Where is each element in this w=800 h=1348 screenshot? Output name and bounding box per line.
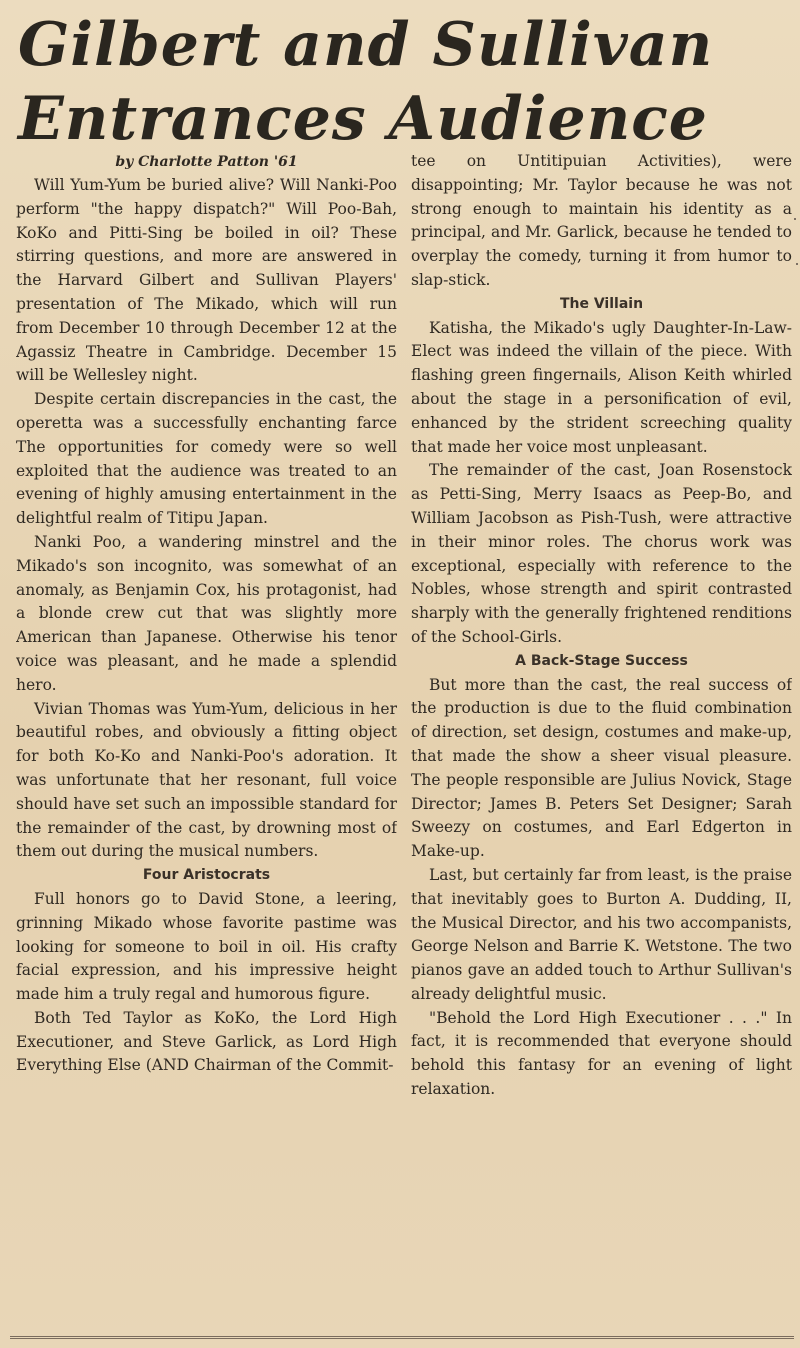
byline: by Charlotte Patton '61 xyxy=(115,154,298,170)
article-columns xyxy=(16,150,792,1330)
article-column-right xyxy=(411,150,792,1330)
article-paragraph: Will Yum-Yum be buried alive? Will Nanki-Poo perform "the happy dispatch?" Will Poo-Bah, KoKo and Pitti-Sing be boiled in oil? These stirring questions, and more are answered in the Harvard Gilbert and Sullivan Players' presentation of The Mikado, which will run from December 10 through December 12 at the Agassiz Theatre in Cambridge. December 15 will be Wellesley night. xyxy=(16,176,397,385)
article-paragraph: Both Ted Taylor as KoKo, the Lord High Executioner, and Steve Garlick, as Lord High Everything Else (AND Chairman of the Commit- xyxy=(16,1008,397,1075)
article-paragraph: Despite certain discrepancies in the cast, the operetta was a successfully enchanting farce The opportunities for comedy were so well exploited that the audience was treated to an evening of highly amusing entertainment in the delightful realm of Titipu Japan. xyxy=(16,390,397,528)
section-heading: Four Aristocrats xyxy=(142,867,271,884)
section-heading: A Back-Stage Success xyxy=(515,652,688,669)
article-column-left xyxy=(16,150,397,1330)
article-paragraph: tee on Untitipuian Activities), were disappointing; Mr. Taylor because he was not strong enough to maintain his identity as a principal, and Mr. Garlick, because he tended to overplay the comedy, turning it from humor to slap-stick. xyxy=(411,152,792,289)
bottom-rule xyxy=(10,1336,794,1339)
article-paragraph: Katisha, the Mikado's ugly Daughter-In-Law-Elect was indeed the villain of the piece. With flashing green fingernails, Alison Keith whirled about the stage in a personification of evil, enhanced by the strident screeching quality that made her voice most unpleasant. xyxy=(411,318,792,456)
article-paragraph: Last, but certainly far from least, is the praise that inevitably goes to Burton A. Dudding, II, the Musical Director, and his two accompanists, George Nelson and Barrie K. Wetstone. The two pianos gave an added touch to Arthur Sullivan's already delightful music. xyxy=(411,865,792,1003)
article-paragraph: "Behold the Lord High Executioner . . ." In fact, it is recommended that everyone should behold this fantasy for an evening of light relaxation. xyxy=(411,1008,792,1099)
section-heading: The Villain xyxy=(559,295,644,312)
article-paragraph: Vivian Thomas was Yum-Yum, delicious in her beautiful robes, and obviously a fitting object for both Ko-Ko and Nanki-Poo's adoration. It was unfortunate that her resonant, full voice should have set such an impossible standard for the remainder of the cast, by drowning most of them out during the musical numbers. xyxy=(16,699,397,861)
print-speck xyxy=(796,263,798,265)
article-headline: Gilbert and Sullivan Entrances Audience xyxy=(18,10,714,154)
article-paragraph: Nanki Poo, a wandering minstrel and the Mikado's son incognito, was somewhat of an anomaly, as Benjamin Cox, his protagonist, had a blonde crew cut that was slightly more American than Japanese. Otherwise his tenor voice was pleasant, and he made a splendid hero. xyxy=(16,532,397,694)
print-speck xyxy=(794,218,796,220)
article-paragraph: The remainder of the cast, Joan Rosenstock as Petti-Sing, Merry Isaacs as Peep-Bo, and William Jacobson as Pish-Tush, were attractive in their minor roles. The chorus work was exceptional, especially with reference to the Nobles, whose strength and spirit contrasted sharply with the generally frightened renditions of the School-Girls. xyxy=(411,461,792,646)
article-paragraph: Full honors go to David Stone, a leering, grinning Mikado whose favorite pastime was looking for someone to boil in oil. His crafty facial expression, and his impressive height made him a truly regal and humorous figure. xyxy=(16,889,397,1004)
article-paragraph: But more than the cast, the real success of the production is due to the fluid combination of direction, set design, costumes and make-up, that made the show a sheer visual pleasure. The people responsible are Julius Novick, Stage Director; James B. Peters Set Designer; Sarah Sweezy on costumes, and Earl Edgerton in Make-up. xyxy=(411,675,792,861)
